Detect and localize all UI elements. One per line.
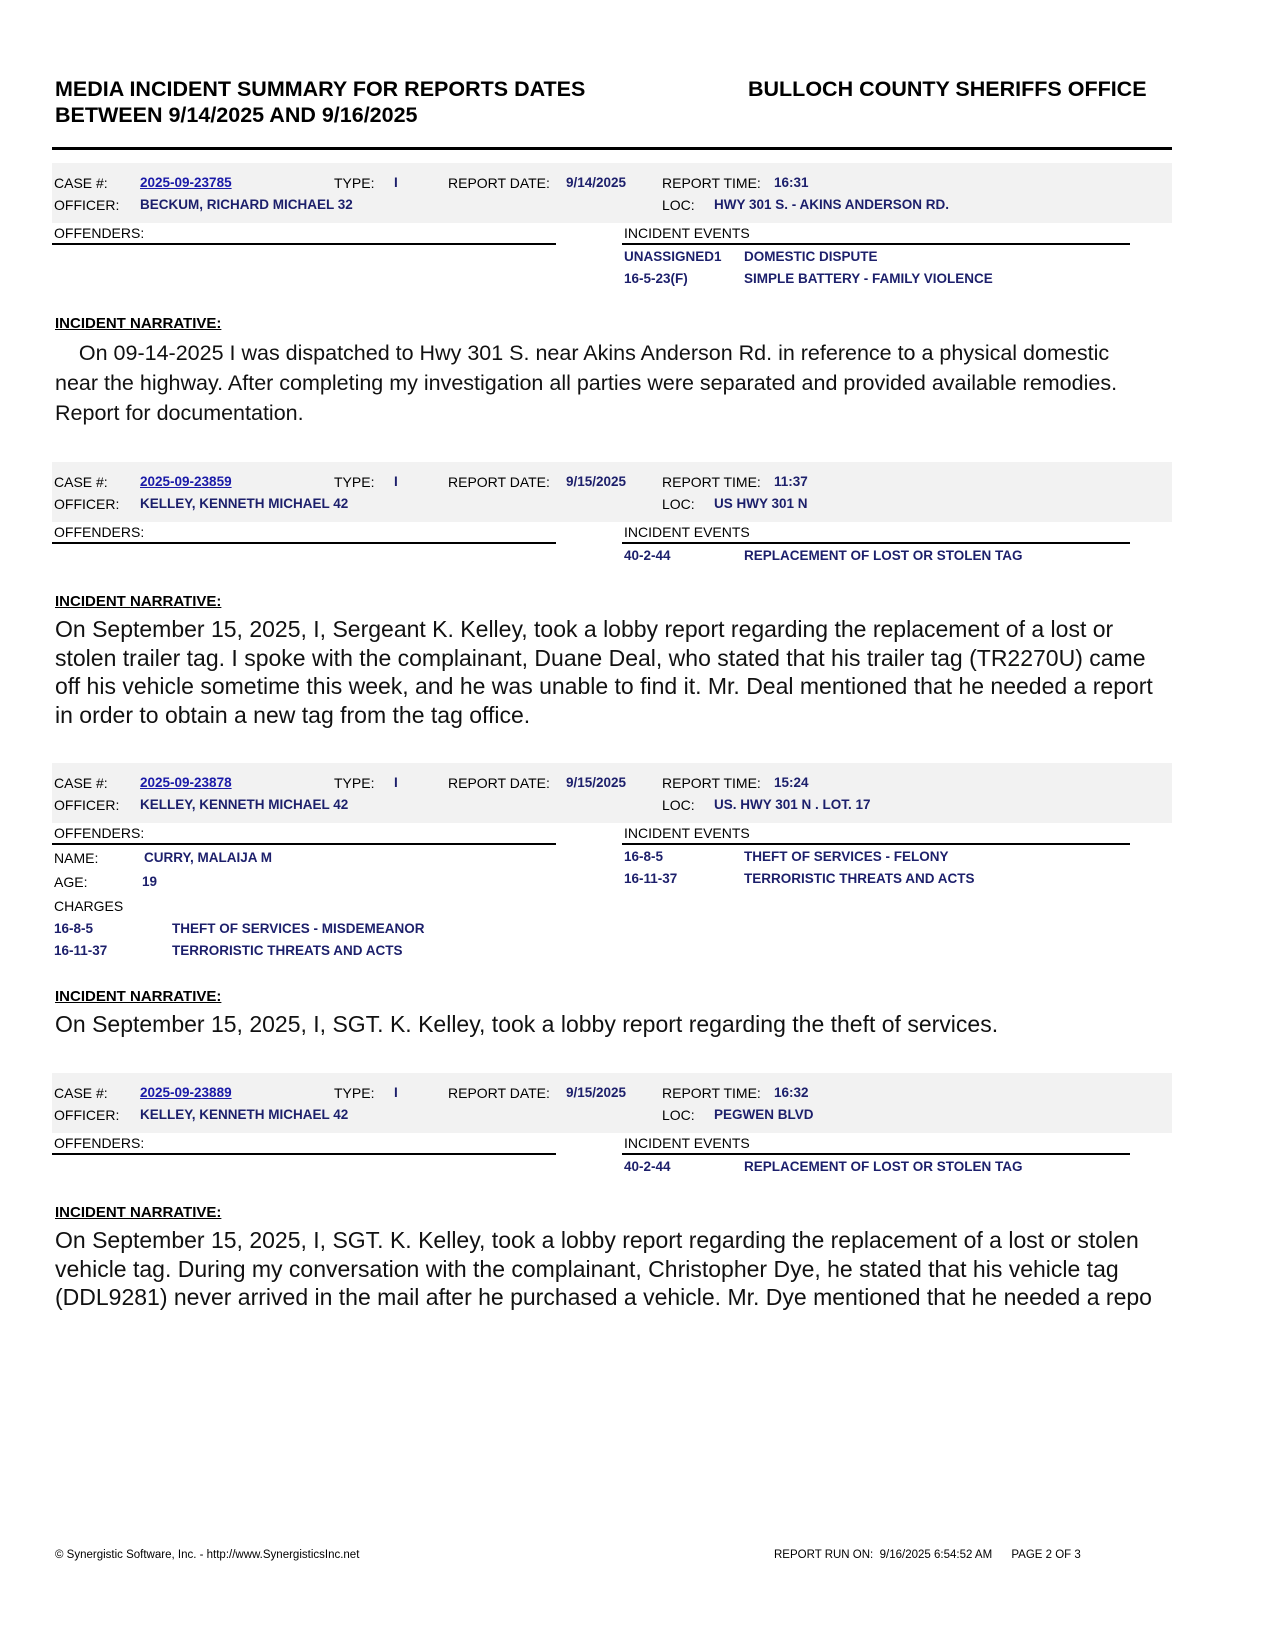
type-label: TYPE: <box>334 1085 375 1101</box>
type-value: I <box>394 775 398 790</box>
officer-value: KELLEY, KENNETH MICHAEL 42 <box>140 797 349 812</box>
offenders-section <box>52 522 556 544</box>
event-row <box>622 1155 1130 1177</box>
type-value: I <box>394 474 398 489</box>
event-row <box>622 267 1130 289</box>
event-row <box>622 245 1130 267</box>
offenders-heading: OFFENDERS: <box>52 223 556 245</box>
charge-desc: TERRORISTIC THREATS AND ACTS <box>172 943 403 958</box>
header-divider <box>52 147 1172 150</box>
narrative-text: On September 15, 2025, I, SGT. K. Kelley, took a lobby report regarding the replacement of a lost or stolen vehicle tag. During my conversation with the complainant, Christopher Dye, he stated that his vehicle tag (DDL9281) never arrived in the mail after he purchased a vehicle. Mr. Dye mentioned that he needed a repo <box>55 1227 1152 1310</box>
officer-value: KELLEY, KENNETH MICHAEL 42 <box>140 1107 349 1122</box>
type-value: I <box>394 1085 398 1100</box>
event-desc: SIMPLE BATTERY - FAMILY VIOLENCE <box>744 271 993 286</box>
officer-value: BECKUM, RICHARD MICHAEL 32 <box>140 197 353 212</box>
event-desc: THEFT OF SERVICES - FELONY <box>744 849 949 864</box>
charge-row <box>52 917 556 939</box>
incident-events-heading: INCIDENT EVENTS <box>622 823 1130 845</box>
event-code: 16-5-23(F) <box>624 271 688 286</box>
case-number-link[interactable]: 2025-09-23859 <box>140 474 232 489</box>
loc-label: LOC: <box>662 197 695 213</box>
offender-age-label: AGE: <box>54 874 88 890</box>
event-code: 40-2-44 <box>624 548 671 563</box>
charge-desc: THEFT OF SERVICES - MISDEMEANOR <box>172 921 425 936</box>
event-desc: DOMESTIC DISPUTE <box>744 249 878 264</box>
case-label: CASE #: <box>54 1085 108 1101</box>
report-time-value: 16:31 <box>774 175 809 190</box>
event-desc: REPLACEMENT OF LOST OR STOLEN TAG <box>744 548 1023 563</box>
report-date-label: REPORT DATE: <box>448 175 550 191</box>
case-number-link[interactable]: 2025-09-23878 <box>140 775 232 790</box>
type-label: TYPE: <box>334 175 375 191</box>
event-desc: TERRORISTIC THREATS AND ACTS <box>744 871 975 886</box>
case-record <box>52 163 1172 286</box>
case-number-link[interactable]: 2025-09-23889 <box>140 1085 232 1100</box>
offenders-heading: OFFENDERS: <box>52 823 556 845</box>
report-date-value: 9/15/2025 <box>566 1085 627 1100</box>
type-label: TYPE: <box>334 474 375 490</box>
offender-name-label: NAME: <box>54 850 99 866</box>
report-time-value: 15:24 <box>774 775 809 790</box>
case-label: CASE #: <box>54 474 108 490</box>
footer-copyright: © Synergistic Software, Inc. - http://www.SynergisticsInc.net <box>55 1549 360 1561</box>
offender-name-row <box>52 845 556 869</box>
offenders-section <box>52 1133 556 1155</box>
loc-value: US HWY 301 N <box>714 496 808 511</box>
loc-value: PEGWEN BLVD <box>714 1107 814 1122</box>
event-row <box>622 867 1130 889</box>
narrative-heading: INCIDENT NARRATIVE: <box>55 315 222 332</box>
event-row <box>622 544 1130 566</box>
report-date-value: 9/15/2025 <box>566 474 627 489</box>
loc-label: LOC: <box>662 797 695 813</box>
offender-age-row <box>52 869 556 893</box>
officer-value: KELLEY, KENNETH MICHAEL 42 <box>140 496 349 511</box>
report-date-label: REPORT DATE: <box>448 474 550 490</box>
case-label: CASE #: <box>54 775 108 791</box>
offenders-heading: OFFENDERS: <box>52 522 556 544</box>
narrative-heading: INCIDENT NARRATIVE: <box>55 1204 222 1221</box>
charge-code: 16-11-37 <box>54 943 108 958</box>
type-value: I <box>394 175 398 190</box>
footer-report-run: REPORT RUN ON: 9/16/2025 6:54:52 AM PAGE 2 OF 3 <box>774 1549 1081 1561</box>
loc-value: HWY 301 S. - AKINS ANDERSON RD. <box>714 197 950 212</box>
offenders-heading: OFFENDERS: <box>52 1133 556 1155</box>
type-label: TYPE: <box>334 775 375 791</box>
report-title: MEDIA INCIDENT SUMMARY FOR REPORTS DATES BETWEEN 9/14/2025 AND 9/16/2025 <box>55 77 586 127</box>
narrative-heading: INCIDENT NARRATIVE: <box>55 988 222 1005</box>
case-info-band <box>52 1073 1172 1133</box>
agency-name: BULLOCH COUNTY SHERIFFS OFFICE <box>748 77 1147 101</box>
offender-age: 19 <box>142 874 158 889</box>
incident-events-section <box>622 823 1130 889</box>
officer-label: OFFICER: <box>54 496 120 512</box>
incident-events-section <box>622 1133 1130 1177</box>
report-time-label: REPORT TIME: <box>662 474 761 490</box>
officer-label: OFFICER: <box>54 797 120 813</box>
case-label: CASE #: <box>54 175 108 191</box>
incident-events-heading: INCIDENT EVENTS <box>622 1133 1130 1155</box>
report-date-value: 9/14/2025 <box>566 175 627 190</box>
offenders-section <box>52 223 556 245</box>
report-time-label: REPORT TIME: <box>662 175 761 191</box>
report-date-label: REPORT DATE: <box>448 1085 550 1101</box>
event-code: 40-2-44 <box>624 1159 671 1174</box>
incident-events-heading: INCIDENT EVENTS <box>622 522 1130 544</box>
event-code: 16-8-5 <box>624 849 664 864</box>
case-info-band <box>52 163 1172 223</box>
officer-label: OFFICER: <box>54 197 120 213</box>
case-number-link[interactable]: 2025-09-23785 <box>140 175 232 190</box>
event-desc: REPLACEMENT OF LOST OR STOLEN TAG <box>744 1159 1023 1174</box>
case-record <box>52 763 1172 958</box>
report-time-label: REPORT TIME: <box>662 1085 761 1101</box>
event-row <box>622 845 1130 867</box>
narrative-text: On September 15, 2025, I, Sergeant K. Kelley, took a lobby report regarding the replacement of a lost or stolen trailer tag. I spoke with the complainant, Duane Deal, who stated that his trailer tag (TR2270U) came off his vehicle sometime this week, and he was unable to find it. Mr. Deal mentioned that he needed a report in order to obtain a new tag from the tag office. <box>55 616 1153 728</box>
loc-label: LOC: <box>662 1107 695 1123</box>
incident-events-heading: INCIDENT EVENTS <box>622 223 1130 245</box>
event-code: UNASSIGNED1 <box>624 249 722 264</box>
charges-heading-row <box>52 893 556 917</box>
case-record <box>52 1073 1172 1174</box>
loc-value: US. HWY 301 N . LOT. 17 <box>714 797 871 812</box>
case-record <box>52 462 1172 563</box>
charges-heading: CHARGES <box>54 898 124 914</box>
offender-name: CURRY, MALAIJA M <box>144 850 272 865</box>
case-info-band <box>52 462 1172 522</box>
charge-code: 16-8-5 <box>54 921 94 936</box>
report-time-value: 16:32 <box>774 1085 809 1100</box>
report-date-value: 9/15/2025 <box>566 775 627 790</box>
narrative-heading: INCIDENT NARRATIVE: <box>55 593 222 610</box>
narrative-text: On 09-14-2025 I was dispatched to Hwy 301 S. near Akins Anderson Rd. in reference to a physical domestic near the highway. After completing my investigation all parties were separated and provided available remodies. Report for documentation. <box>55 341 1124 425</box>
report-date-label: REPORT DATE: <box>448 775 550 791</box>
charge-row <box>52 939 556 961</box>
narrative-text: On September 15, 2025, I, SGT. K. Kelley, took a lobby report regarding the theft of services. <box>55 1011 999 1037</box>
offenders-section <box>52 823 556 961</box>
event-code: 16-11-37 <box>624 871 678 886</box>
incident-events-section <box>622 522 1130 566</box>
incident-events-section <box>622 223 1130 289</box>
loc-label: LOC: <box>662 496 695 512</box>
case-info-band <box>52 763 1172 823</box>
report-time-label: REPORT TIME: <box>662 775 761 791</box>
officer-label: OFFICER: <box>54 1107 120 1123</box>
report-time-value: 11:37 <box>774 474 808 489</box>
